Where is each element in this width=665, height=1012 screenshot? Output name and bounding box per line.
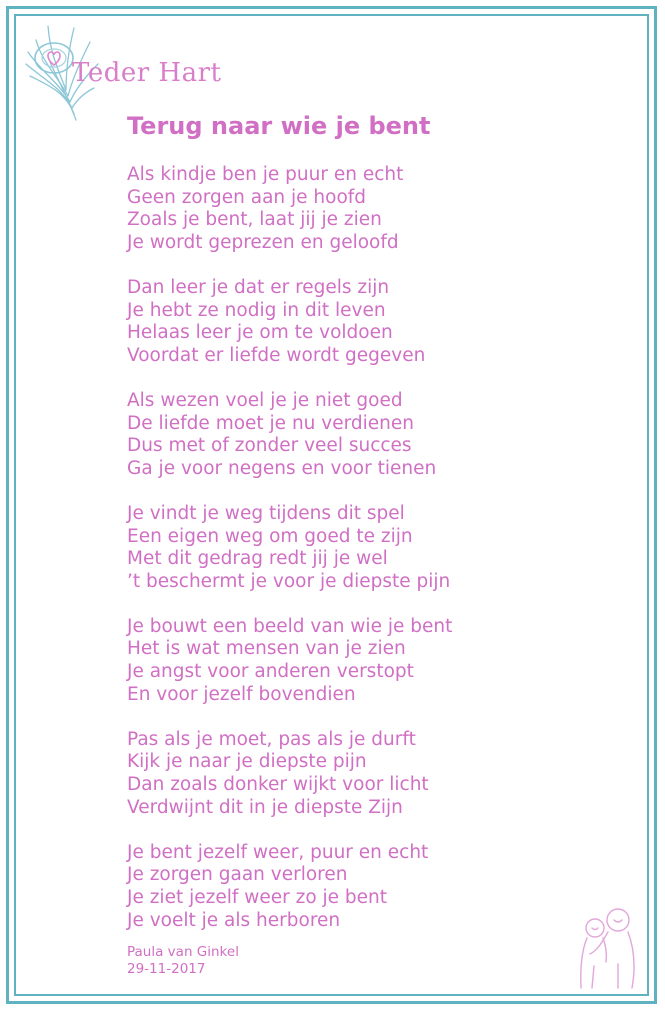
author-name: Paula van Ginkel bbox=[127, 944, 239, 960]
poem-line: Een eigen weg om goed te zijn bbox=[127, 525, 413, 547]
poem-line: Geen zorgen aan je hoofd bbox=[127, 186, 367, 208]
poem-line: En voor jezelf bovendien bbox=[127, 683, 356, 705]
poem-line: Als wezen voel je je niet goed bbox=[127, 389, 403, 411]
poem-body bbox=[127, 164, 452, 955]
poem-line: Ga je voor negens en voor tienen bbox=[127, 457, 437, 479]
poem-line: ’t beschermt je voor je diepste pijn bbox=[127, 570, 451, 592]
poem-line: Helaas leer je om te voldoen bbox=[127, 322, 393, 344]
stanza bbox=[127, 277, 452, 367]
poem-title: Terug naar wie je bent bbox=[127, 112, 431, 140]
stanza bbox=[127, 503, 452, 593]
stanza bbox=[127, 729, 452, 819]
hugging-figures-icon bbox=[574, 906, 638, 996]
poem-line: Zoals je bent, laat jij je zien bbox=[127, 209, 382, 231]
poem-line: Dan leer je dat er regels zijn bbox=[127, 276, 390, 298]
poem-line: Als kindje ben je puur en echt bbox=[127, 164, 404, 185]
poem-line: De liefde moet je nu verdienen bbox=[127, 412, 414, 434]
poem-line: Je hebt ze nodig in dit leven bbox=[127, 299, 386, 321]
poem-line: Je ziet jezelf weer zo je bent bbox=[127, 887, 388, 908]
poem-line: Het is wat mensen van je zien bbox=[127, 638, 406, 660]
stanza bbox=[127, 842, 452, 932]
poem-line: Dan zoals donker wijkt voor licht bbox=[127, 774, 429, 796]
poem-line: Je vindt je weg tijdens dit spel bbox=[127, 502, 405, 524]
poem-line: Je wordt geprezen en geloofd bbox=[127, 231, 399, 253]
stanza bbox=[127, 164, 452, 254]
brand-name: Teder Hart bbox=[72, 58, 222, 88]
poem-line: Voordat er liefde wordt gegeven bbox=[127, 344, 426, 366]
poem-date: 29-11-2017 bbox=[127, 961, 206, 977]
poem-line: Je angst voor anderen verstopt bbox=[127, 661, 414, 683]
poem-line: Je bouwt een beeld van wie je bent bbox=[127, 615, 453, 637]
poem-line: Pas als je moet, pas als je durft bbox=[127, 728, 416, 750]
poem-line: Je zorgen gaan verloren bbox=[127, 864, 348, 886]
poem-line: Je voelt je als herboren bbox=[127, 909, 341, 931]
poem-line: Je bent jezelf weer, puur en echt bbox=[127, 841, 429, 863]
poem-line: Verdwijnt dit in je diepste Zijn bbox=[127, 796, 403, 818]
poem-line: Dus met of zonder veel succes bbox=[127, 435, 412, 457]
signature bbox=[127, 944, 239, 978]
poem-line: Met dit gedrag redt jij je wel bbox=[127, 548, 388, 570]
brand-logo bbox=[16, 18, 222, 123]
poem-line: Kijk je naar je diepste pijn bbox=[127, 751, 367, 773]
stanza bbox=[127, 390, 452, 480]
stanza bbox=[127, 616, 452, 706]
